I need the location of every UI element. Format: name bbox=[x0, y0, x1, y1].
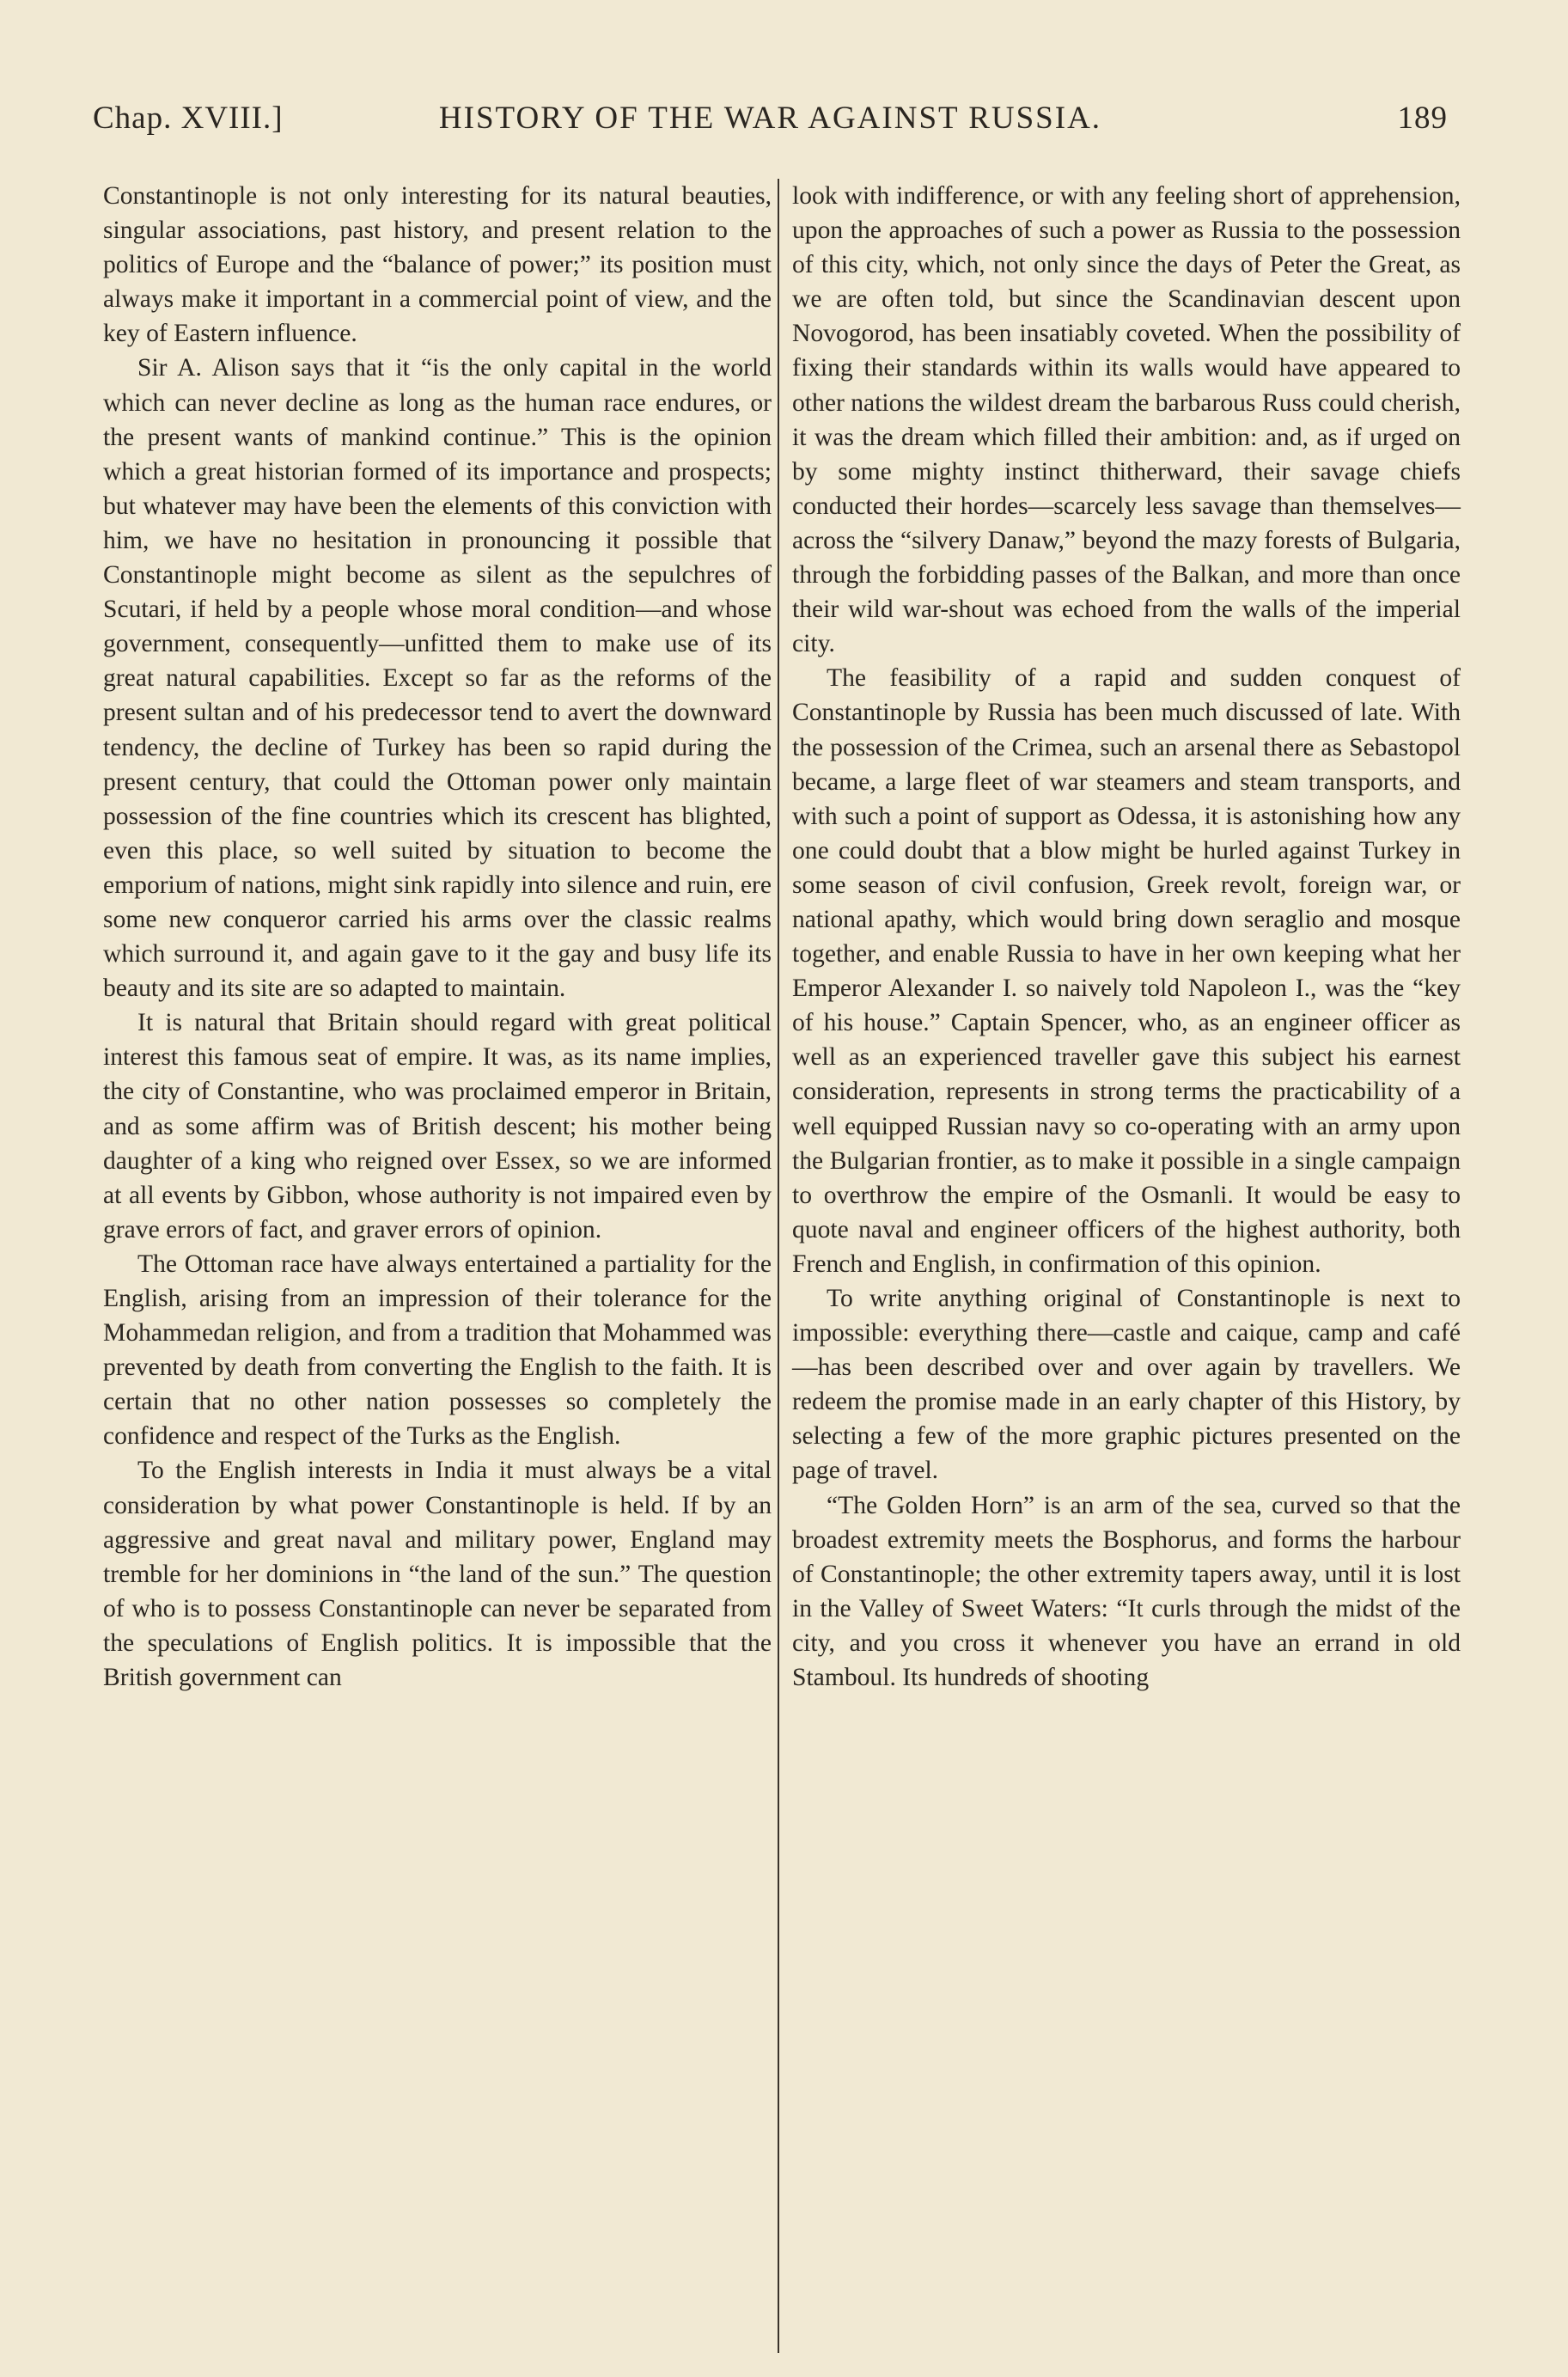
paragraph: To the English interests in India it must always be a vital consideration by what power Constantinople is held. If by an aggressive and great naval and military power, England may tremble for her dominions in “the land of the sun.” The question of who is to possess Constantinople can never be separated from the speculations of English politics. It is impossible that the British government can bbox=[103, 1457, 772, 1692]
right-column bbox=[792, 179, 1461, 1695]
page-number: 189 bbox=[1397, 101, 1448, 136]
left-column bbox=[103, 179, 772, 1695]
running-header bbox=[93, 100, 1448, 151]
paragraph: The Ottoman race have always entertained a partiality for the English, arising from an impression of their tolerance for the Mohammedan religion, and from a tradition that Mohammed was prevented by death from converting the English to the faith. It is certain that no other nation possesses so completely the confidence and respect of the Turks as the English. bbox=[103, 1250, 772, 1451]
paragraph: It is natural that Britain should regard with great political interest this famous seat of empire. It was, as its name implies, the city of Constantine, who was proclaimed emperor in Britain, and as some affirm was of British descent; his mother being daughter of a king who reigned over Essex, so we are informed at all events by Gibbon, whose authority is not impaired even by grave errors of fact, and graver errors of opinion. bbox=[103, 1009, 772, 1243]
column-divider bbox=[778, 179, 779, 2353]
paragraph: To write anything original of Constantinople is next to impossible: everything there—castle and caique, camp and café—has been described over and over again by travellers. We redeem the promise made in an early chapter of this History, by selecting a few of the more graphic pictures presented on the page of travel. bbox=[792, 1285, 1461, 1485]
paragraph: Constantinople is not only interesting for its natural beauties, singular associations, past history, and present relation to the politics of Europe and the “balance of power;” its position must always make it important in a commercial point of view, and the key of Eastern influence. bbox=[103, 182, 772, 348]
paragraph: Sir A. Alison says that it “is the only capital in the world which can never decline as long as the human race endures, or the present wants of mankind continue.” This is the opinion which a great historian formed of its importance and prospects; but whatever may have been the elements of this conviction with him, we have no hesitation in pronouncing it possible that Constantinople might become as silent as the sepulchres of Scutari, if held by a people whose moral condition—and whose government, consequently—unfitted them to make use of its great natural capabilities. Except so far as the reforms of the present sultan and of his predecessor tend to avert the downward tendency, the decline of Turkey has been so rapid during the present century, that could the Ottoman power only maintain possession of the fine countries which its crescent has blighted, even this place, so well suited by situation to become the emporium of nations, might sink rapidly into silence and ruin, ere some new conqueror carried his arms over the classic realms which surround it, and again gave to it the gay and busy life its beauty and its site are so adapted to maintain. bbox=[103, 354, 772, 1003]
paragraph: The feasibility of a rapid and sudden conquest of Constantinople by Russia has been much discussed of late. With the possession of the Crimea, such an arsenal there as Sebastopol became, a large fleet of war steamers and steam transports, and with such a point of support as Odessa, it is astonishing how any one could doubt that a blow might be hurled against Turkey in some season of civil confusion, Greek revolt, foreign war, or national apathy, which would bring down seraglio and mosque together, and enable Russia to have in her own keeping what her Emperor Alexander I. so naively told Napoleon I., was the “key of his house.” Captain Spencer, who, as an engineer officer as well as an experienced traveller gave this subject his earnest consideration, represents in strong terms the practicability of a well equipped Russian navy so co-operating with an army upon the Bulgarian frontier, as to make it possible in a single campaign to overthrow the empire of the Osmanli. It would be easy to quote naval and engineer officers of the highest authority, both French and English, in confirmation of this opinion. bbox=[792, 664, 1461, 1278]
paragraph: “The Golden Horn” is an arm of the sea, curved so that the broadest extremity meets the Bosphorus, and forms the harbour of Constantinople; the other extremity tapers away, until it is lost in the Valley of Sweet Waters: “It curls through the midst of the city, and you cross it whenever you have an errand in old Stamboul. Its hundreds of shooting bbox=[792, 1491, 1461, 1692]
paragraph: look with indifference, or with any feeling short of apprehension, upon the approaches of such a power as Russia to the possession of this city, which, not only since the days of Peter the Great, as we are often told, but since the Scandinavian descent upon Novogorod, has been insatiably coveted. When the possibility of fixing their standards within its walls would have appeared to other nations the wildest dream the barbarous Russ could cherish, it was the dream which filled their ambition: and, as if urged on by some mighty instinct thitherward, their savage chiefs conducted their hordes—scarcely less savage than themselves—across the “silvery Danaw,” beyond the mazy forests of Bulgaria, through the forbidding passes of the Balkan, and more than once their wild war-shout was echoed from the walls of the imperial city. bbox=[792, 182, 1461, 658]
chapter-label: Chap. XVIII.] bbox=[93, 101, 284, 136]
running-title: HISTORY OF THE WAR AGAINST RUSSIA. bbox=[438, 101, 1102, 136]
